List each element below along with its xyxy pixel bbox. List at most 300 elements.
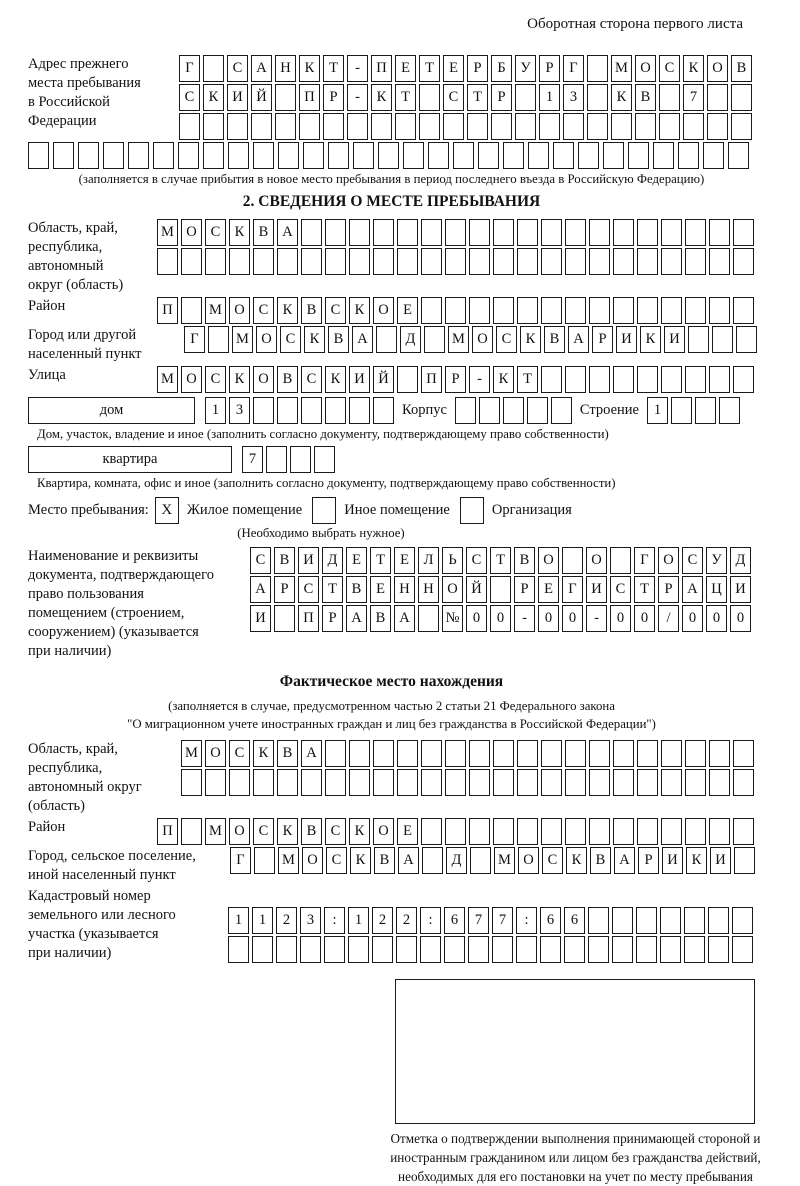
char-cell[interactable]: Г xyxy=(184,326,205,353)
char-cell[interactable] xyxy=(540,936,561,963)
char-cell[interactable] xyxy=(128,142,149,169)
char-cell[interactable]: 7 xyxy=(683,84,704,111)
char-cell[interactable]: - xyxy=(347,55,368,82)
char-cell[interactable] xyxy=(733,219,754,246)
char-cell[interactable] xyxy=(373,219,394,246)
char-cell[interactable] xyxy=(229,248,250,275)
char-cell[interactable] xyxy=(732,936,753,963)
char-cell[interactable] xyxy=(709,818,730,845)
char-cell[interactable]: Н xyxy=(394,576,415,603)
char-cell[interactable]: С xyxy=(253,297,274,324)
char-cell[interactable]: К xyxy=(304,326,325,353)
char-cell[interactable]: Г xyxy=(562,576,583,603)
char-cell[interactable] xyxy=(628,142,649,169)
char-cell[interactable] xyxy=(517,248,538,275)
char-cell[interactable]: Й xyxy=(373,366,394,393)
char-cell[interactable]: А xyxy=(250,576,271,603)
char-cell[interactable] xyxy=(453,142,474,169)
char-cell[interactable] xyxy=(709,366,730,393)
char-cell[interactable] xyxy=(208,326,229,353)
char-cell[interactable] xyxy=(493,297,514,324)
char-cell[interactable] xyxy=(660,907,681,934)
char-cell[interactable] xyxy=(424,326,445,353)
char-cell[interactable]: К xyxy=(371,84,392,111)
char-cell[interactable]: М xyxy=(611,55,632,82)
char-cell[interactable] xyxy=(478,142,499,169)
char-cell[interactable]: Н xyxy=(275,55,296,82)
char-cell[interactable] xyxy=(397,219,418,246)
char-cell[interactable] xyxy=(229,769,250,796)
char-cell[interactable] xyxy=(736,326,757,353)
char-cell[interactable] xyxy=(733,769,754,796)
char-cell[interactable]: Т xyxy=(517,366,538,393)
char-cell[interactable] xyxy=(445,219,466,246)
char-cell[interactable] xyxy=(203,55,224,82)
char-cell[interactable]: Г xyxy=(230,847,251,874)
char-cell[interactable] xyxy=(541,818,562,845)
char-cell[interactable]: О xyxy=(373,297,394,324)
char-cell[interactable] xyxy=(428,142,449,169)
char-cell[interactable] xyxy=(553,142,574,169)
char-cell[interactable] xyxy=(733,818,754,845)
char-cell[interactable]: 6 xyxy=(444,907,465,934)
char-cell[interactable] xyxy=(589,248,610,275)
char-cell[interactable]: Е xyxy=(538,576,559,603)
char-cell[interactable]: С xyxy=(682,547,703,574)
char-cell[interactable]: Р xyxy=(539,55,560,82)
char-cell[interactable] xyxy=(661,818,682,845)
char-cell[interactable]: Т xyxy=(370,547,391,574)
char-cell[interactable]: И xyxy=(710,847,731,874)
char-cell[interactable]: О xyxy=(538,547,559,574)
char-cell[interactable]: С xyxy=(301,366,322,393)
char-cell[interactable] xyxy=(588,936,609,963)
char-cell[interactable] xyxy=(703,142,724,169)
char-cell[interactable] xyxy=(421,219,442,246)
char-cell[interactable] xyxy=(469,297,490,324)
char-cell[interactable]: О xyxy=(373,818,394,845)
char-cell[interactable]: С xyxy=(542,847,563,874)
char-cell[interactable] xyxy=(539,113,560,140)
char-cell[interactable]: Р xyxy=(491,84,512,111)
char-cell[interactable]: И xyxy=(349,366,370,393)
char-cell[interactable]: В xyxy=(253,219,274,246)
char-cell[interactable] xyxy=(254,847,275,874)
char-cell[interactable] xyxy=(659,113,680,140)
char-cell[interactable]: О xyxy=(518,847,539,874)
char-cell[interactable]: Т xyxy=(467,84,488,111)
char-cell[interactable] xyxy=(541,769,562,796)
char-cell[interactable]: Е xyxy=(443,55,464,82)
char-cell[interactable]: К xyxy=(349,818,370,845)
char-cell[interactable]: Е xyxy=(397,818,418,845)
char-cell[interactable]: - xyxy=(347,84,368,111)
checkbox-organization[interactable] xyxy=(460,497,484,524)
char-cell[interactable]: К xyxy=(350,847,371,874)
char-cell[interactable] xyxy=(493,769,514,796)
char-cell[interactable]: М xyxy=(205,818,226,845)
char-cell[interactable]: Ц xyxy=(706,576,727,603)
char-cell[interactable]: К xyxy=(349,297,370,324)
char-cell[interactable]: К xyxy=(611,84,632,111)
char-cell[interactable] xyxy=(517,297,538,324)
char-cell[interactable]: И xyxy=(730,576,751,603)
char-cell[interactable]: С xyxy=(659,55,680,82)
char-cell[interactable] xyxy=(517,769,538,796)
char-cell[interactable] xyxy=(347,113,368,140)
char-cell[interactable]: 1 xyxy=(348,907,369,934)
char-cell[interactable] xyxy=(445,769,466,796)
char-cell[interactable] xyxy=(253,397,274,424)
char-cell[interactable]: Р xyxy=(274,576,295,603)
char-cell[interactable] xyxy=(276,936,297,963)
char-cell[interactable] xyxy=(728,142,749,169)
char-cell[interactable] xyxy=(603,142,624,169)
char-cell[interactable] xyxy=(445,297,466,324)
char-cell[interactable] xyxy=(275,84,296,111)
char-cell[interactable] xyxy=(421,769,442,796)
char-cell[interactable] xyxy=(578,142,599,169)
char-cell[interactable]: 0 xyxy=(682,605,703,632)
char-cell[interactable] xyxy=(397,248,418,275)
char-cell[interactable]: А xyxy=(251,55,272,82)
char-cell[interactable] xyxy=(610,547,631,574)
char-cell[interactable] xyxy=(371,113,392,140)
char-cell[interactable]: М xyxy=(157,366,178,393)
char-cell[interactable]: Е xyxy=(346,547,367,574)
char-cell[interactable]: 2 xyxy=(396,907,417,934)
char-cell[interactable]: С xyxy=(610,576,631,603)
char-cell[interactable]: А xyxy=(301,740,322,767)
char-cell[interactable] xyxy=(403,142,424,169)
char-cell[interactable]: А xyxy=(277,219,298,246)
char-cell[interactable]: А xyxy=(682,576,703,603)
char-cell[interactable] xyxy=(325,740,346,767)
char-cell[interactable]: 7 xyxy=(242,446,263,473)
char-cell[interactable] xyxy=(712,326,733,353)
char-cell[interactable]: Т xyxy=(490,547,511,574)
char-cell[interactable] xyxy=(490,576,511,603)
char-cell[interactable]: О xyxy=(181,219,202,246)
char-cell[interactable] xyxy=(661,248,682,275)
char-cell[interactable] xyxy=(565,219,586,246)
char-cell[interactable]: Р xyxy=(467,55,488,82)
char-cell[interactable]: Ь xyxy=(442,547,463,574)
char-cell[interactable] xyxy=(418,605,439,632)
char-cell[interactable]: 0 xyxy=(634,605,655,632)
char-cell[interactable]: В xyxy=(301,818,322,845)
char-cell[interactable] xyxy=(445,740,466,767)
char-cell[interactable]: П xyxy=(157,818,178,845)
char-cell[interactable]: 0 xyxy=(706,605,727,632)
char-cell[interactable] xyxy=(565,769,586,796)
char-cell[interactable]: К xyxy=(277,297,298,324)
char-cell[interactable] xyxy=(228,936,249,963)
char-cell[interactable]: Р xyxy=(592,326,613,353)
char-cell[interactable]: С xyxy=(205,366,226,393)
char-cell[interactable]: : xyxy=(420,907,441,934)
char-cell[interactable]: О xyxy=(256,326,277,353)
char-cell[interactable]: Е xyxy=(394,547,415,574)
char-cell[interactable] xyxy=(203,113,224,140)
char-cell[interactable] xyxy=(421,248,442,275)
char-cell[interactable] xyxy=(444,936,465,963)
char-cell[interactable]: К xyxy=(686,847,707,874)
char-cell[interactable] xyxy=(419,84,440,111)
char-cell[interactable]: С xyxy=(227,55,248,82)
char-cell[interactable] xyxy=(515,84,536,111)
char-cell[interactable]: Е xyxy=(370,576,391,603)
char-cell[interactable]: В xyxy=(374,847,395,874)
char-cell[interactable] xyxy=(517,219,538,246)
char-cell[interactable] xyxy=(685,740,706,767)
char-cell[interactable] xyxy=(613,219,634,246)
char-cell[interactable] xyxy=(469,740,490,767)
checkbox-residential[interactable]: X xyxy=(155,497,179,524)
char-cell[interactable] xyxy=(613,297,634,324)
char-cell[interactable] xyxy=(613,366,634,393)
char-cell[interactable] xyxy=(660,936,681,963)
char-cell[interactable]: : xyxy=(324,907,345,934)
char-cell[interactable] xyxy=(325,248,346,275)
char-cell[interactable] xyxy=(589,740,610,767)
char-cell[interactable]: 3 xyxy=(300,907,321,934)
char-cell[interactable] xyxy=(515,113,536,140)
char-cell[interactable] xyxy=(612,907,633,934)
char-cell[interactable]: С xyxy=(250,547,271,574)
char-cell[interactable] xyxy=(493,740,514,767)
char-cell[interactable]: 0 xyxy=(730,605,751,632)
char-cell[interactable]: В xyxy=(590,847,611,874)
char-cell[interactable]: К xyxy=(683,55,704,82)
char-cell[interactable]: В xyxy=(346,576,367,603)
char-cell[interactable] xyxy=(541,366,562,393)
char-cell[interactable]: В xyxy=(277,366,298,393)
char-cell[interactable]: Р xyxy=(658,576,679,603)
char-cell[interactable]: К xyxy=(253,740,274,767)
char-cell[interactable] xyxy=(251,113,272,140)
char-cell[interactable] xyxy=(274,605,295,632)
char-cell[interactable] xyxy=(503,397,524,424)
char-cell[interactable]: К xyxy=(520,326,541,353)
char-cell[interactable] xyxy=(325,219,346,246)
char-cell[interactable] xyxy=(541,248,562,275)
char-cell[interactable] xyxy=(299,113,320,140)
char-cell[interactable] xyxy=(397,740,418,767)
char-cell[interactable] xyxy=(373,740,394,767)
char-cell[interactable]: С xyxy=(298,576,319,603)
char-cell[interactable] xyxy=(661,219,682,246)
char-cell[interactable] xyxy=(653,142,674,169)
char-cell[interactable] xyxy=(78,142,99,169)
char-cell[interactable] xyxy=(565,818,586,845)
char-cell[interactable] xyxy=(373,769,394,796)
char-cell[interactable] xyxy=(587,55,608,82)
char-cell[interactable] xyxy=(661,297,682,324)
char-cell[interactable] xyxy=(53,142,74,169)
char-cell[interactable]: М xyxy=(278,847,299,874)
char-cell[interactable]: Т xyxy=(419,55,440,82)
char-cell[interactable]: С xyxy=(179,84,200,111)
char-cell[interactable]: Д xyxy=(400,326,421,353)
char-cell[interactable]: № xyxy=(442,605,463,632)
char-cell[interactable] xyxy=(527,397,548,424)
char-cell[interactable] xyxy=(709,219,730,246)
char-cell[interactable]: В xyxy=(544,326,565,353)
char-cell[interactable] xyxy=(349,397,370,424)
char-cell[interactable]: М xyxy=(157,219,178,246)
char-cell[interactable]: Т xyxy=(323,55,344,82)
char-cell[interactable] xyxy=(684,907,705,934)
char-cell[interactable] xyxy=(205,769,226,796)
char-cell[interactable] xyxy=(470,847,491,874)
char-cell[interactable] xyxy=(421,297,442,324)
char-cell[interactable] xyxy=(565,740,586,767)
char-cell[interactable]: 2 xyxy=(276,907,297,934)
char-cell[interactable] xyxy=(300,936,321,963)
char-cell[interactable] xyxy=(323,113,344,140)
char-cell[interactable]: 0 xyxy=(610,605,631,632)
char-cell[interactable]: А xyxy=(614,847,635,874)
char-cell[interactable]: В xyxy=(514,547,535,574)
char-cell[interactable] xyxy=(636,907,657,934)
char-cell[interactable] xyxy=(157,248,178,275)
char-cell[interactable] xyxy=(469,818,490,845)
char-cell[interactable] xyxy=(397,769,418,796)
char-cell[interactable] xyxy=(277,397,298,424)
char-cell[interactable] xyxy=(278,142,299,169)
char-cell[interactable]: / xyxy=(658,605,679,632)
char-cell[interactable] xyxy=(443,113,464,140)
char-cell[interactable]: К xyxy=(640,326,661,353)
char-cell[interactable]: С xyxy=(205,219,226,246)
char-cell[interactable]: 3 xyxy=(563,84,584,111)
char-cell[interactable] xyxy=(395,113,416,140)
char-cell[interactable] xyxy=(709,740,730,767)
char-cell[interactable] xyxy=(709,769,730,796)
char-cell[interactable]: В xyxy=(274,547,295,574)
char-cell[interactable] xyxy=(685,248,706,275)
char-cell[interactable]: 0 xyxy=(562,605,583,632)
char-cell[interactable]: И xyxy=(616,326,637,353)
char-cell[interactable]: О xyxy=(472,326,493,353)
char-cell[interactable]: Л xyxy=(418,547,439,574)
char-cell[interactable] xyxy=(587,113,608,140)
char-cell[interactable]: О xyxy=(229,818,250,845)
char-cell[interactable] xyxy=(685,297,706,324)
char-cell[interactable] xyxy=(565,366,586,393)
char-cell[interactable] xyxy=(348,936,369,963)
char-cell[interactable]: Д xyxy=(446,847,467,874)
char-cell[interactable]: О xyxy=(586,547,607,574)
char-cell[interactable]: О xyxy=(253,366,274,393)
char-cell[interactable]: И xyxy=(586,576,607,603)
char-cell[interactable] xyxy=(565,248,586,275)
char-cell[interactable]: И xyxy=(227,84,248,111)
char-cell[interactable] xyxy=(277,769,298,796)
char-cell[interactable] xyxy=(325,769,346,796)
char-cell[interactable] xyxy=(373,397,394,424)
char-cell[interactable]: П xyxy=(421,366,442,393)
char-cell[interactable]: Г xyxy=(563,55,584,82)
char-cell[interactable]: 1 xyxy=(205,397,226,424)
char-cell[interactable]: О xyxy=(181,366,202,393)
char-cell[interactable] xyxy=(564,936,585,963)
char-cell[interactable] xyxy=(517,740,538,767)
char-cell[interactable] xyxy=(179,113,200,140)
char-cell[interactable] xyxy=(181,297,202,324)
char-cell[interactable]: 1 xyxy=(252,907,273,934)
char-cell[interactable] xyxy=(613,248,634,275)
char-cell[interactable]: О xyxy=(205,740,226,767)
char-cell[interactable]: Т xyxy=(395,84,416,111)
char-cell[interactable] xyxy=(301,219,322,246)
char-cell[interactable] xyxy=(491,113,512,140)
char-cell[interactable] xyxy=(227,113,248,140)
char-cell[interactable]: - xyxy=(469,366,490,393)
char-cell[interactable] xyxy=(153,142,174,169)
char-cell[interactable] xyxy=(661,366,682,393)
char-cell[interactable] xyxy=(637,818,658,845)
char-cell[interactable] xyxy=(685,818,706,845)
char-cell[interactable] xyxy=(661,769,682,796)
char-cell[interactable] xyxy=(528,142,549,169)
char-cell[interactable] xyxy=(181,769,202,796)
char-cell[interactable] xyxy=(479,397,500,424)
char-cell[interactable]: : xyxy=(516,907,537,934)
char-cell[interactable] xyxy=(468,936,489,963)
char-cell[interactable] xyxy=(612,936,633,963)
char-cell[interactable] xyxy=(181,248,202,275)
char-cell[interactable] xyxy=(637,248,658,275)
char-cell[interactable]: Д xyxy=(322,547,343,574)
char-cell[interactable] xyxy=(637,219,658,246)
char-cell[interactable]: К xyxy=(566,847,587,874)
char-cell[interactable] xyxy=(637,769,658,796)
char-cell[interactable] xyxy=(685,769,706,796)
char-cell[interactable] xyxy=(637,366,658,393)
char-cell[interactable] xyxy=(708,907,729,934)
char-cell[interactable] xyxy=(731,84,752,111)
char-cell[interactable] xyxy=(349,769,370,796)
char-cell[interactable]: 1 xyxy=(228,907,249,934)
char-cell[interactable]: А xyxy=(346,605,367,632)
char-cell[interactable] xyxy=(685,219,706,246)
char-cell[interactable] xyxy=(588,907,609,934)
char-cell[interactable] xyxy=(328,142,349,169)
char-cell[interactable]: - xyxy=(514,605,535,632)
char-cell[interactable]: А xyxy=(398,847,419,874)
char-cell[interactable]: А xyxy=(352,326,373,353)
char-cell[interactable] xyxy=(589,818,610,845)
char-cell[interactable] xyxy=(637,740,658,767)
char-cell[interactable] xyxy=(353,142,374,169)
char-cell[interactable] xyxy=(493,818,514,845)
char-cell[interactable]: Е xyxy=(397,297,418,324)
char-cell[interactable] xyxy=(611,113,632,140)
char-cell[interactable] xyxy=(445,248,466,275)
char-cell[interactable] xyxy=(565,297,586,324)
char-cell[interactable] xyxy=(685,366,706,393)
char-cell[interactable]: М xyxy=(494,847,515,874)
char-cell[interactable]: М xyxy=(232,326,253,353)
char-cell[interactable] xyxy=(733,248,754,275)
char-cell[interactable] xyxy=(589,297,610,324)
char-cell[interactable] xyxy=(419,113,440,140)
char-cell[interactable] xyxy=(661,740,682,767)
char-cell[interactable]: 1 xyxy=(647,397,668,424)
char-cell[interactable]: 2 xyxy=(372,907,393,934)
